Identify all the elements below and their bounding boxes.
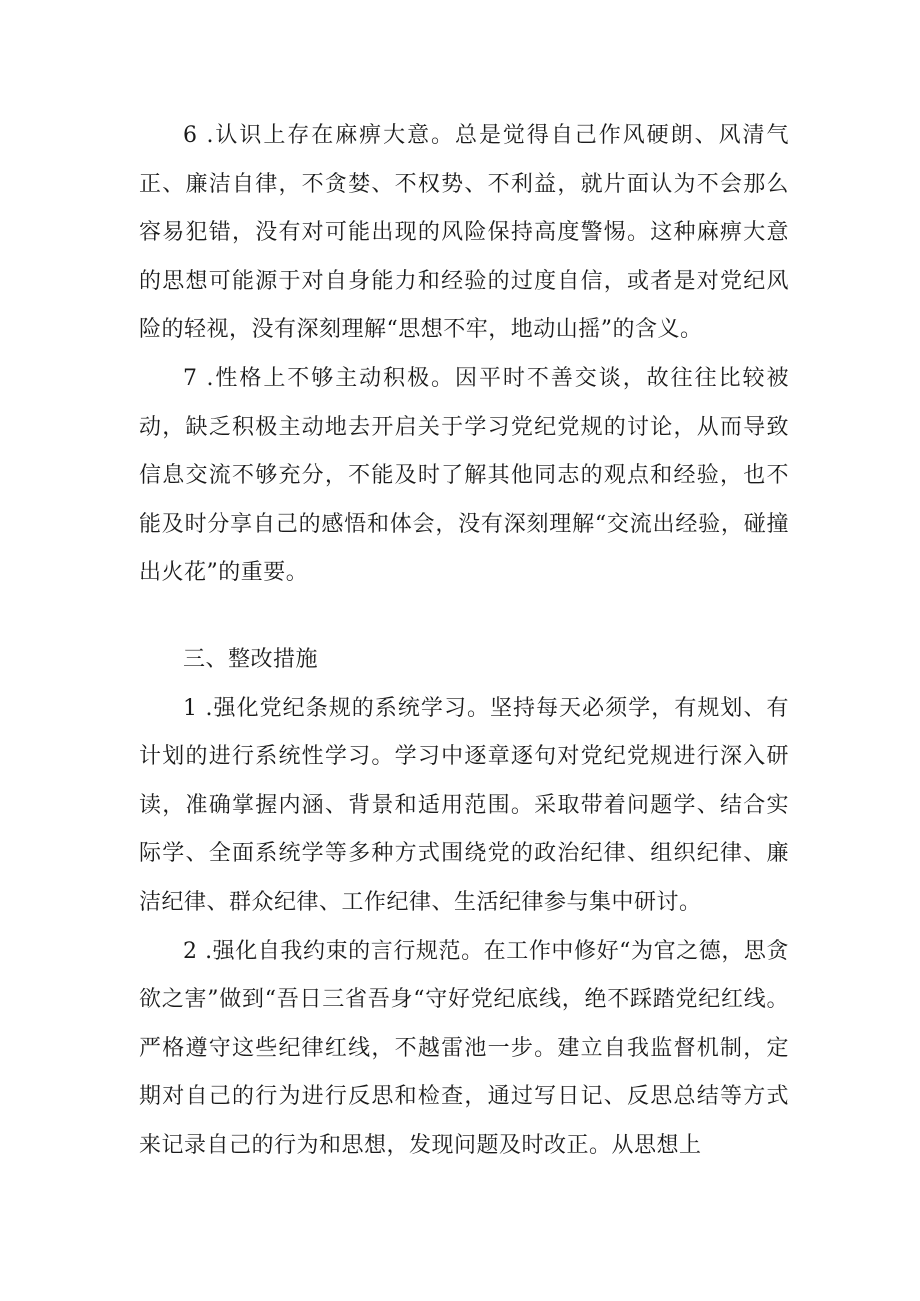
document-page <box>139 112 789 1170</box>
paragraph-measure-1: 1 .强化党纪条规的系统学习。坚持每天必须学，有规划、有计划的进行系统性学习。学习中逐章逐句对党纪党规进行深入研读，准确掌握内涵、背景和适用范围。采取带着问题学、结合实际学、全面系统学等多种方式围绕党的政治纪律、组织纪律、廉洁纪律、群众纪律、工作纪律、生活纪律参与集中研讨。 <box>139 695 789 915</box>
paragraph-item-6: 6 .认识上存在麻痹大意。总是觉得自己作风硬朗、风清气正、廉洁自律，不贪婪、不权势、不利益，就片面认为不会那么容易犯错，没有对可能出现的风险保持高度警惕。这种麻痹大意的思想可能源于对自身能力和经验的过度自信，或者是对党纪风险的轻视，没有深刻理解“思想不牢，地动山摇”的含义。 <box>139 123 789 343</box>
paragraph-measure-2: 2 .强化自我约束的言行规范。在工作中修好“为官之德，思贪欲之害”做到“吾日三省吾身“守好党纪底线，绝不踩踏党纪红线。严格遵守这些纪律红线，不越雷池一步。建立自我监督机制，定期对自己的行为进行反思和检查，通过写日记、反思总结等方式来记录自己的行为和思想，发现问题及时改正。从思想上 <box>139 938 789 1158</box>
section-heading-rectification: 三、整改措施 <box>183 646 319 672</box>
paragraph-item-7: 7 .性格上不够主动积极。因平时不善交谈，故往往比较被动，缺乏积极主动地去开启关于学习党纪党规的讨论，从而导致信息交流不够充分，不能及时了解其他同志的观点和经验，也不能及时分享自己的感悟和体会，没有深刻理解“交流出经验，碰撞出火花”的重要。 <box>139 365 789 586</box>
